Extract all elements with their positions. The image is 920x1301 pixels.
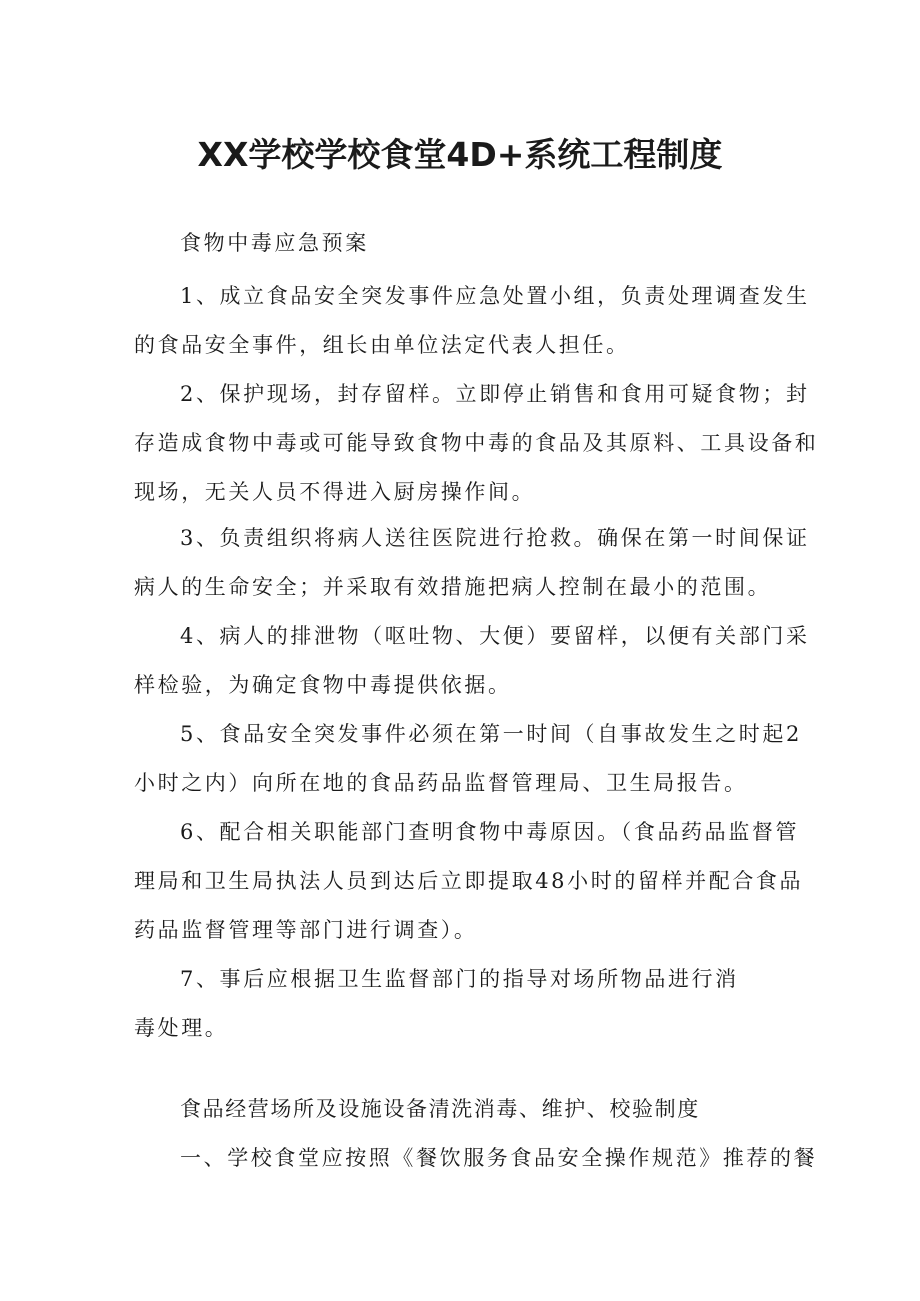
paragraph-line: 毒处理。 xyxy=(134,1016,229,1040)
document-title: XX学校学校食堂4D+系统工程制度 xyxy=(197,135,723,174)
paragraph-line: 6、配合相关职能部门查明食物中毒原因。（食品药品监督管 xyxy=(180,820,800,844)
paragraph-line: 药品监督管理等部门进行调查）。 xyxy=(134,918,478,942)
paragraph-line: 理局和卫生局执法人员到达后立即提取48小时的留样并配合食品 xyxy=(134,869,804,893)
paragraph-line: 小时之内）向所在地的食品药品监督管理局、卫生局报告。 xyxy=(134,771,748,795)
paragraph-line: 的食品安全事件，组长由单位法定代表人担任。 xyxy=(134,333,630,357)
paragraph-line: 一、学校食堂应按照《餐饮服务食品安全操作规范》推荐的餐 xyxy=(180,1146,818,1170)
paragraph-line: 1、成立食品安全突发事件应急处置小组，负责处理调查发生 xyxy=(180,284,810,308)
paragraph-line: 3、负责组织将病人送往医院进行抢救。确保在第一时间保证 xyxy=(180,526,810,550)
section-heading-cleaning: 食品经营场所及设施设备清洗消毒、维护、校验制度 xyxy=(180,1097,700,1121)
section-heading-food-poisoning: 食物中毒应急预案 xyxy=(180,231,369,255)
paragraph-line: 4、病人的排泄物（呕吐物、大便）要留样，以便有关部门采 xyxy=(180,624,810,648)
paragraph-line: 样检验，为确定食物中毒提供依据。 xyxy=(134,673,512,697)
paragraph-line: 病人的生命安全；并采取有效措施把病人控制在最小的范围。 xyxy=(134,575,772,599)
paragraph-line: 2、保护现场，封存留样。立即停止销售和食用可疑食物；封 xyxy=(180,382,810,406)
paragraph-line: 7、事后应根据卫生监督部门的指导对场所物品进行消 xyxy=(180,967,739,991)
paragraph-line: 现场，无关人员不得进入厨房操作间。 xyxy=(134,480,536,504)
paragraph-line: 存造成食物中毒或可能导致食物中毒的食品及其原料、工具设备和 xyxy=(134,431,819,455)
paragraph-line: 5、食品安全突发事件必须在第一时间（自事故发生之时起2 xyxy=(180,722,802,746)
